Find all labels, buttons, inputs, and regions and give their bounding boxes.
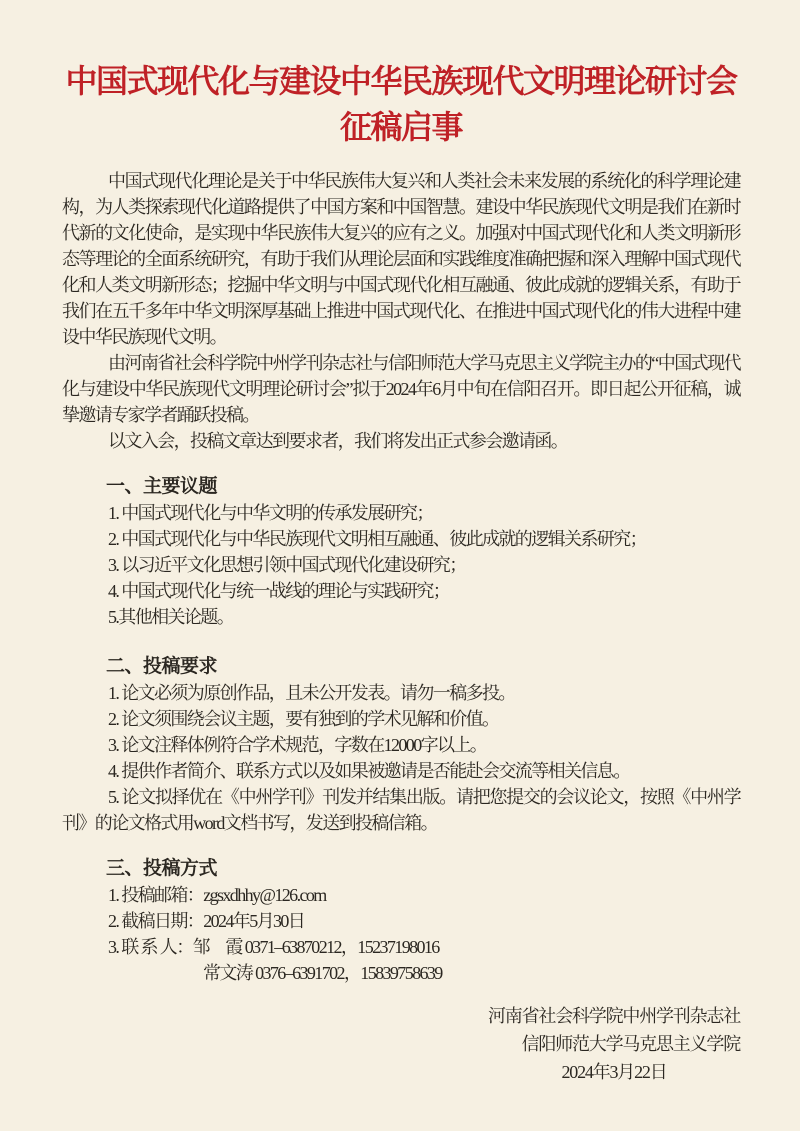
signature-org-2: 信阳师范大学马克思主义学院 (521, 1034, 740, 1054)
requirement-item: 1. 论文必须为原创作品，且未公开发表。请勿一稿多投。 (108, 683, 515, 703)
topic-item: 5.其他相关论题。 (108, 607, 234, 627)
intro-paragraph-2: 由河南省社会科学院中州学刊杂志社与信阳师范大学马克思主义学院主办的“中国式现代化与建设中华民族现代文明理论研讨会”拟于2024年6月中旬在信阳召开。即日起公开征稿，诚挚邀请专家学者踊跃投稿。 (62, 353, 740, 425)
page-title-line2: 征稿启事 (339, 109, 462, 145)
deadline-line: 2. 截稿日期：2024年5月30日 (108, 911, 305, 931)
topic-item: 3. 以习近平文化思想引领中国式现代化建设研究； (108, 555, 466, 575)
section-submission-method (62, 856, 740, 986)
topic-item: 1. 中国式现代化与中华文明的传承发展研究； (108, 503, 433, 523)
signature-block (488, 1002, 740, 1086)
section-heading-method: 三、投稿方式 (106, 858, 218, 879)
intro-paragraph-3: 以文入会，投稿文章达到要求者，我们将发出正式参会邀请函。 (108, 431, 568, 451)
requirement-item: 2. 论文须围绕会议主题，要有独到的学术见解和价值。 (108, 709, 499, 729)
section-submission-requirements (62, 654, 740, 836)
requirement-item: 3. 论文注释体例符合学术规范，字数在12000字以上。 (108, 735, 487, 755)
page-title-line1: 中国式现代化与建设中华民族现代文明理论研讨会 (65, 63, 737, 99)
requirement-item: 4. 提供作者简介、联系方式以及如果被邀请是否能赴会交流等相关信息。 (108, 761, 630, 781)
section-heading-topics: 一、主要议题 (106, 476, 218, 497)
submission-email-line: 1. 投稿邮箱：zgsxdhhy@126.com (108, 885, 326, 905)
signature-date: 2024年3月22日 (561, 1062, 667, 1082)
requirement-item: 5. 论文拟择优在《中州学刊》刊发并结集出版。请把您提交的会议论文，按照《中州学刊》的论文格式用word文档书写，发送到投稿信箱。 (62, 787, 740, 833)
topic-item: 2. 中国式现代化与中华民族现代文明相互融通、彼此成就的逻辑关系研究； (108, 529, 646, 549)
signature-org-1: 河南省社会科学院中州学刊杂志社 (488, 1006, 740, 1026)
topic-item: 4. 中国式现代化与统一战线的理论与实践研究； (108, 581, 450, 601)
intro-paragraph-1: 中国式现代化理论是关于中华民族伟大复兴和人类社会未来发展的系统化的科学理论建构，为人类探索现代化道路提供了中国方案和中国智慧。建设中华民族现代文明是我们在新时代新的文化使命，是实现中华民族伟大复兴的应有之义。加强对中国式现代化和人类文明新形态等理论的全面系统研究，有助于我们从理论层面和实践维度准确把握和深入理解中国式现代化和人类文明新形态；挖掘中华文明与中国式现代化相互融通、彼此成就的逻辑关系，有助于我们在五千多年中华文明深厚基础上推进中国式现代化、在推进中国式现代化的伟大进程中建设中华民族现代文明。 (62, 171, 740, 347)
section-heading-requirements: 二、投稿要求 (106, 656, 218, 677)
contact-person-line-1: 3. 联 系 人：邹 霞 0371–63870212，15237198016 (108, 937, 439, 957)
page-title (62, 58, 740, 150)
section-main-topics (62, 474, 740, 630)
intro-paragraphs (62, 168, 740, 454)
contact-person-line-2: 常文涛 0376–6391702，15839758639 (203, 963, 442, 983)
